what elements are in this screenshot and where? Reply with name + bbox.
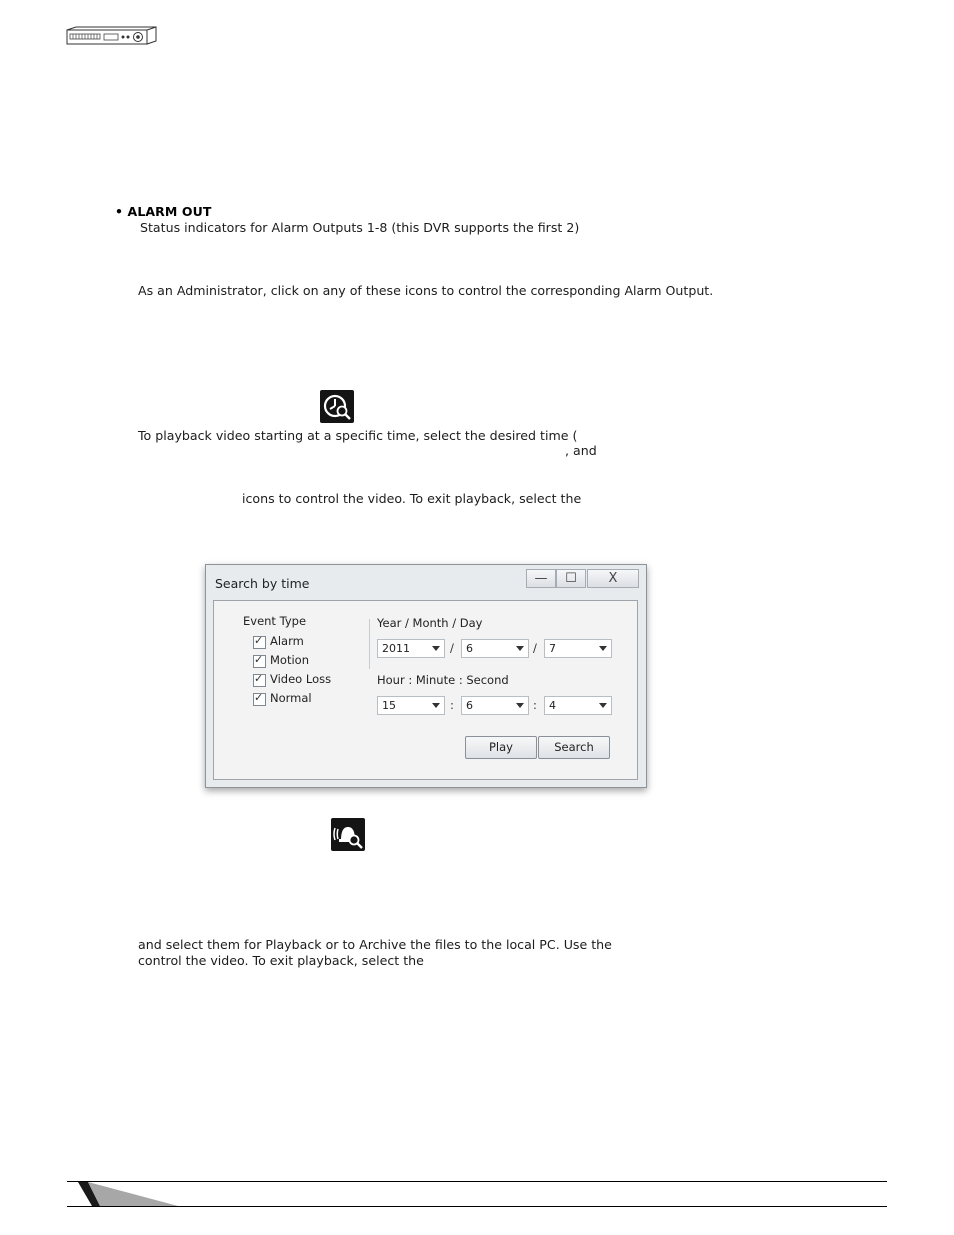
search-time-text-2: , and [565,443,597,458]
alarm-checkbox[interactable] [253,636,266,649]
search-by-time-dialog [205,564,647,788]
chevron-down-icon [432,703,440,708]
close-icon: X [608,571,618,586]
chevron-down-icon [599,646,607,651]
date-separator: / [450,641,454,655]
video-loss-label: Video Loss [270,672,332,686]
month-select[interactable] [461,639,529,658]
minute-select[interactable] [461,696,529,715]
footer-rule-top [67,1181,887,1182]
time-separator: : [450,698,454,712]
chevron-down-icon [599,703,607,708]
search-time-text-3: icons to control the video. To exit playback, select the [242,491,582,506]
time-label: Hour : Minute : Second [377,673,509,687]
dialog-title: Search by time [215,576,310,591]
section-heading [115,204,211,219]
motion-label: Motion [270,653,309,667]
minute-value: 6 [466,699,473,712]
hour-select[interactable] [377,696,445,715]
date-label: Year / Month / Day [377,616,483,630]
footer-wedge-graphic [78,1182,188,1207]
search-event-text-2: control the video. To exit playback, select the [138,953,424,968]
minimize-button[interactable] [526,569,556,588]
dvr-device-icon [66,26,158,48]
maximize-icon: ☐ [565,571,577,586]
alarm-out-admin-note: As an Administrator, click on any of these icons to control the corresponding Alarm Output. [138,283,714,298]
divider [369,619,370,669]
search-time-text-1: To playback video starting at a specific time, select the desired time ( [138,428,578,443]
hour-value: 15 [382,699,396,712]
day-value: 7 [549,642,556,655]
heading-text: ALARM OUT [127,204,212,219]
alarm-bell-search-icon [331,818,365,851]
search-event-text-1: and select them for Playback or to Archive the files to the local PC. Use the [138,937,612,952]
alarm-out-description: Status indicators for Alarm Outputs 1-8 (this DVR supports the first 2) [140,220,580,235]
footer-rule-bottom [67,1206,887,1207]
maximize-button[interactable] [556,569,586,588]
play-button[interactable]: Play [465,736,537,759]
year-value: 2011 [382,642,410,655]
normal-label: Normal [270,691,312,705]
second-select[interactable] [544,696,612,715]
video-loss-checkbox[interactable] [253,674,266,687]
year-select[interactable] [377,639,445,658]
chevron-down-icon [516,703,524,708]
dialog-body [213,600,638,780]
clock-search-icon [320,390,354,423]
event-type-label: Event Type [243,614,307,628]
alarm-label: Alarm [270,634,304,648]
time-separator: : [533,698,537,712]
second-value: 4 [549,699,556,712]
normal-checkbox[interactable] [253,693,266,706]
search-button[interactable]: Search [538,736,610,759]
month-value: 6 [466,642,473,655]
date-separator: / [533,641,537,655]
motion-checkbox[interactable] [253,655,266,668]
day-select[interactable] [544,639,612,658]
chevron-down-icon [516,646,524,651]
close-button[interactable] [587,569,639,588]
minimize-icon: — [534,571,548,586]
chevron-down-icon [432,646,440,651]
bullet: • [115,204,124,219]
